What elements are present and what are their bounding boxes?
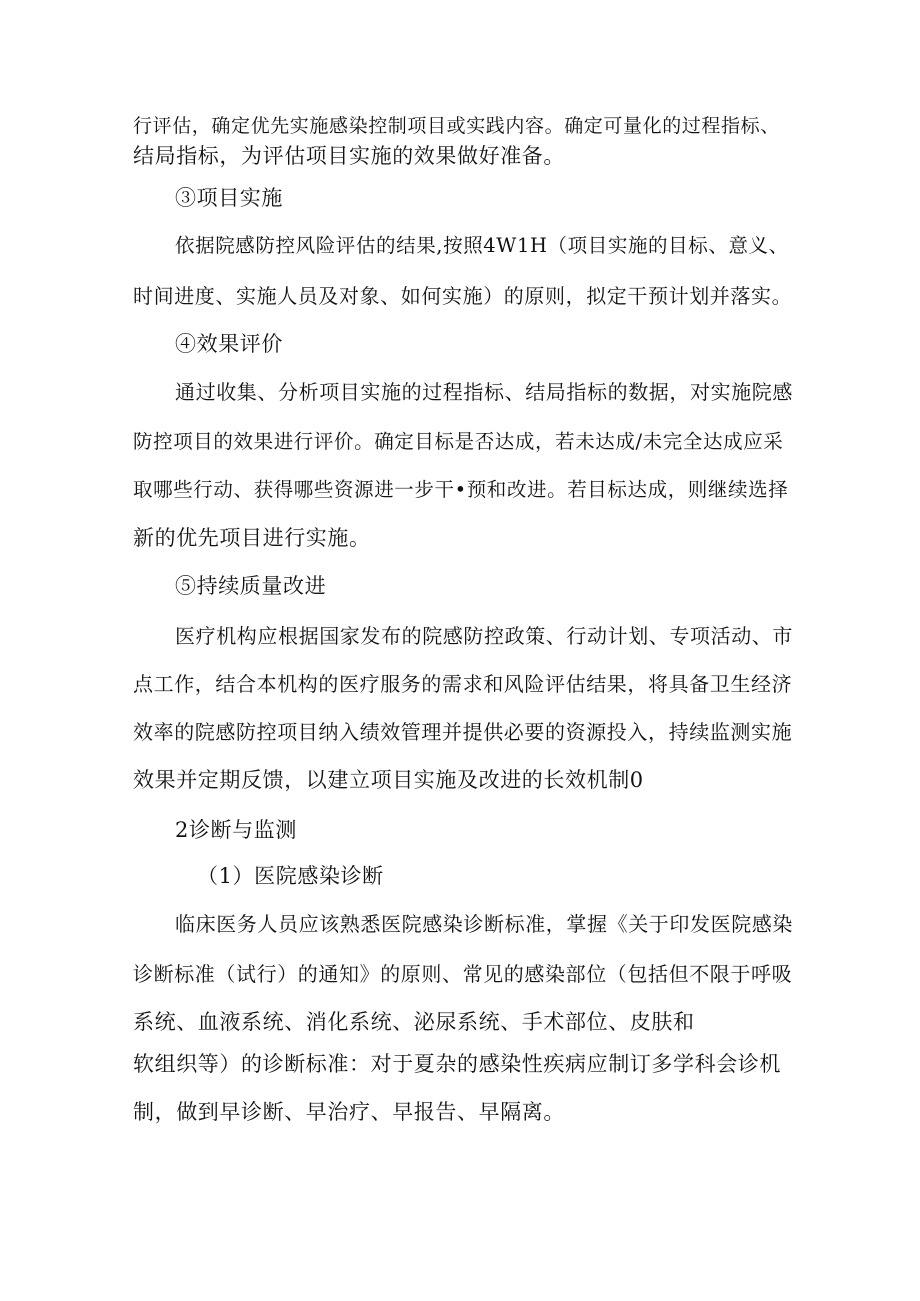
text-line: 点工作，结合本机构的医疗服务的需求和风险评估结果，将具备卫生经济: [133, 672, 793, 696]
text-line: 诊断标准（试行）的通知》的原则、常见的感染部位（包括但不限于呼吸: [133, 962, 793, 986]
heading-infection-diagnosis: （1）医院感染诊断: [197, 864, 384, 888]
text-line: 医疗机构应根据国家发布的院感防控政策、行动计划、专项活动、市: [175, 624, 793, 648]
heading-continuous-improvement: ⑤持续质量改进: [175, 574, 327, 598]
text-line: 行评估，确定优先实施感染控制项目或实践内容。确定可量化的过程指标、: [133, 115, 780, 137]
heading-project-implementation: ③项目实施: [175, 186, 283, 210]
text-line: 新的优先项目进行实施。: [133, 526, 371, 550]
heading-diagnosis-monitoring: 2诊断与监测: [175, 818, 297, 842]
text-line: 防控项目的效果进行评价。确定目标是否达成，若未达成/未完全达成应采: [133, 430, 784, 453]
text-line: 效果并定期反馈，以建立项目实施及改进的长效机制0: [133, 768, 644, 792]
text-line: 依据院感防控风险评估的结果,按照4W1H（项目实施的目标、意义、: [175, 234, 789, 257]
text-line: 效率的院感防控项目纳入绩效管理并提供必要的资源投入，持续监测实施: [133, 720, 793, 744]
text-line: 系统、血液系统、消化系统、泌尿系统、手术部位、皮肤和: [133, 1010, 695, 1034]
text-line: 制，做到早诊断、早治疗、早报告、早隔离。: [133, 1100, 565, 1124]
text-line: 结局指标，为评估项目实施的效果做好准备。: [133, 144, 565, 168]
text-line: 时间进度、实施人员及对象、如何实施）的原则，拟定干预计划并落实。: [133, 284, 793, 308]
text-line: 通过收集、分析项目实施的过程指标、结局指标的数据，对实施院感: [175, 380, 793, 404]
text-line: 临床医务人员应该熟悉医院感染诊断标准，掌握《关于印发医院感染: [175, 912, 793, 936]
text-line: 取哪些行动、获得哪些资源进一步干•预和改进。若目标达成，则继续选择: [133, 478, 789, 501]
text-line: 软组织等）的诊断标准：对于夏杂的感染性疾病应制订多学科会诊机: [133, 1052, 781, 1076]
heading-effect-evaluation: ④效果评价: [175, 332, 283, 356]
